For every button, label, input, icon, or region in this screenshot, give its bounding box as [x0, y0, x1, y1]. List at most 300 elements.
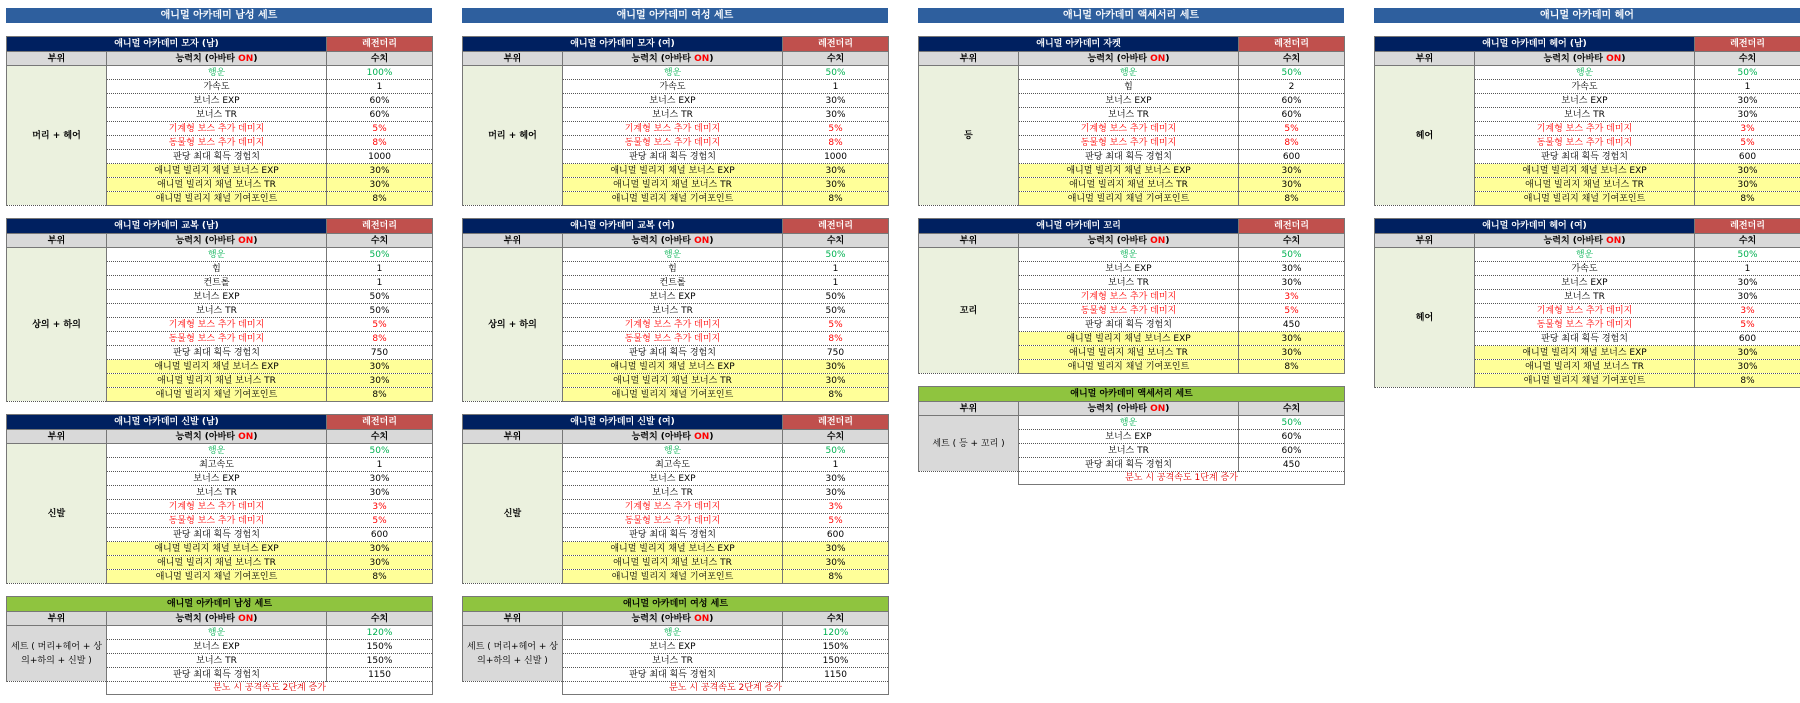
header-stat-label: 능력치 (아바타: [1087, 235, 1151, 246]
avatar-on-label: ON: [1150, 53, 1166, 64]
stat-value: 50%: [783, 444, 889, 458]
stat-name: 컨트롤: [563, 276, 783, 290]
header-stat-close: ): [253, 431, 258, 442]
header-stat-label: 능력치 (아바타: [175, 53, 239, 64]
stat-value: 30%: [783, 556, 889, 570]
header-stat: [563, 430, 783, 444]
stat-name: 판당 최대 획득 경험치: [107, 668, 327, 682]
stat-name: 기계형 보스 추가 데미지: [107, 500, 327, 514]
header-part: 부위: [919, 402, 1019, 416]
table-row: [1375, 248, 1800, 262]
header-stat: [107, 234, 327, 248]
stat-name: 보너스 TR: [107, 108, 327, 122]
stat-name: 가속도: [1475, 80, 1695, 94]
part-cell: 세트 ( 머리+헤어 + 상의+하의 + 신발 ): [7, 626, 107, 682]
part-cell: 머리 + 헤어: [463, 66, 563, 206]
header-value: 수치: [783, 430, 889, 444]
stat-value: 30%: [1695, 178, 1800, 192]
stat-value: 5%: [783, 318, 889, 332]
avatar-on-label: ON: [694, 53, 710, 64]
header-stat-close: ): [1621, 53, 1626, 64]
grade-badge: 레전더리: [327, 415, 433, 430]
header-stat-label: 능력치 (아바타: [631, 431, 695, 442]
stat-value: 450: [1239, 458, 1345, 472]
header-stat: [1475, 234, 1695, 248]
stat-name: 판당 최대 획득 경험치: [1019, 150, 1239, 164]
stat-name: 행운: [1475, 248, 1695, 262]
stat-value: 8%: [1239, 360, 1345, 374]
stat-value: 30%: [327, 360, 433, 374]
item-stat-table: [918, 36, 1345, 206]
table-title: 애니멀 아카데미 모자 (남): [7, 37, 327, 52]
stat-name: 판당 최대 획득 경험치: [1475, 150, 1695, 164]
stat-value: 50%: [1239, 248, 1345, 262]
tables-grid: [6, 36, 1800, 695]
table-title: 애니멀 아카데미 신발 (남): [7, 415, 327, 430]
header-stat: [1019, 234, 1239, 248]
stat-name: 가속도: [107, 80, 327, 94]
stat-name: 보너스 EXP: [107, 640, 327, 654]
header-part: 부위: [7, 234, 107, 248]
stat-name: 힘: [107, 262, 327, 276]
part-cell: 신발: [7, 444, 107, 584]
stat-name: 행운: [107, 66, 327, 80]
header-stat-label: 능력치 (아바타: [1087, 403, 1151, 414]
stat-name: 보너스 TR: [1475, 108, 1695, 122]
avatar-on-label: ON: [238, 53, 254, 64]
stat-name: 판당 최대 획득 경험치: [107, 528, 327, 542]
grade-badge: 레전더리: [1695, 219, 1800, 234]
part-cell: 세트 ( 머리+헤어 + 상의+하의 + 신발 ): [463, 626, 563, 682]
stat-name: 보너스 EXP: [563, 94, 783, 108]
stat-name: 기계형 보스 추가 데미지: [563, 318, 783, 332]
set-note: 분노 시 공격속도 2단계 증가: [563, 682, 889, 695]
stat-name: 애니멀 빌리지 채널 보너스 EXP: [1019, 164, 1239, 178]
stat-name: 애니멀 빌리지 채널 보너스 EXP: [107, 360, 327, 374]
stat-value: 600: [1695, 150, 1800, 164]
stat-name: 판당 최대 획득 경험치: [563, 346, 783, 360]
avatar-on-label: ON: [694, 613, 710, 624]
stat-name: 판당 최대 획득 경험치: [107, 150, 327, 164]
stat-value: 30%: [327, 374, 433, 388]
header-stat: [563, 612, 783, 626]
section-banner-male-set: 애니멀 아카데미 남성 세트: [6, 8, 432, 23]
stat-value: 30%: [783, 178, 889, 192]
avatar-on-label: ON: [694, 431, 710, 442]
stat-value: 30%: [1695, 360, 1800, 374]
set-note: 분노 시 공격속도 1단계 증가: [1019, 472, 1345, 485]
stat-name: 최고속도: [107, 458, 327, 472]
stat-name: 동물형 보스 추가 데미지: [107, 136, 327, 150]
part-cell: 머리 + 헤어: [7, 66, 107, 206]
stat-value: 8%: [327, 192, 433, 206]
avatar-on-label: ON: [238, 431, 254, 442]
header-stat: [1019, 402, 1239, 416]
stat-name: 판당 최대 획득 경험치: [563, 528, 783, 542]
stat-name: 동물형 보스 추가 데미지: [1475, 136, 1695, 150]
avatar-on-label: ON: [694, 235, 710, 246]
stat-value: 60%: [327, 94, 433, 108]
stat-value: 8%: [1695, 192, 1800, 206]
stat-name: 보너스 TR: [563, 486, 783, 500]
header-part: 부위: [463, 52, 563, 66]
header-value: 수치: [327, 234, 433, 248]
stat-value: 5%: [783, 122, 889, 136]
table-row: [7, 626, 433, 640]
stat-value: 60%: [1239, 108, 1345, 122]
stat-value: 1000: [783, 150, 889, 164]
stat-name: 기계형 보스 추가 데미지: [563, 122, 783, 136]
header-stat-close: ): [709, 431, 714, 442]
stat-value: 60%: [327, 108, 433, 122]
stat-value: 600: [1695, 332, 1800, 346]
header-value: 수치: [327, 52, 433, 66]
header-value: 수치: [1239, 234, 1345, 248]
table-row: [463, 66, 889, 80]
stat-name: 애니멀 빌리지 채널 보너스 TR: [563, 556, 783, 570]
stat-name: 애니멀 빌리지 채널 보너스 TR: [1475, 178, 1695, 192]
stat-name: 애니멀 빌리지 채널 보너스 EXP: [563, 542, 783, 556]
table-row: [7, 248, 433, 262]
stat-value: 1: [327, 458, 433, 472]
header-stat-close: ): [709, 613, 714, 624]
stat-value: 3%: [327, 500, 433, 514]
note-spacer: [7, 682, 107, 695]
stat-name: 애니멀 빌리지 채널 기여포인트: [1475, 374, 1695, 388]
stat-name: 애니멀 빌리지 채널 보너스 TR: [1019, 178, 1239, 192]
stat-value: 30%: [1695, 276, 1800, 290]
header-part: 부위: [1375, 234, 1475, 248]
stat-name: 행운: [107, 444, 327, 458]
stat-name: 애니멀 빌리지 채널 기여포인트: [107, 570, 327, 584]
table-row: [463, 248, 889, 262]
stat-name: 행운: [1019, 248, 1239, 262]
stat-name: 애니멀 빌리지 채널 보너스 EXP: [563, 360, 783, 374]
stat-value: 8%: [1695, 374, 1800, 388]
part-cell: 꼬리: [919, 248, 1019, 374]
stat-value: 30%: [783, 108, 889, 122]
column-2: [918, 36, 1344, 695]
stat-value: 1: [1695, 262, 1800, 276]
header-part: 부위: [463, 612, 563, 626]
stat-value: 3%: [1695, 122, 1800, 136]
stat-name: 보너스 EXP: [107, 472, 327, 486]
stat-value: 30%: [1239, 276, 1345, 290]
header-stat-label: 능력치 (아바타: [1087, 53, 1151, 64]
stat-value: 8%: [783, 332, 889, 346]
stat-value: 8%: [327, 136, 433, 150]
stat-name: 행운: [107, 626, 327, 640]
stat-value: 30%: [783, 374, 889, 388]
stat-name: 힘: [1019, 80, 1239, 94]
stat-name: 애니멀 빌리지 채널 기여포인트: [1475, 192, 1695, 206]
stat-name: 기계형 보스 추가 데미지: [1475, 122, 1695, 136]
stat-name: 동물형 보스 추가 데미지: [1019, 304, 1239, 318]
stat-name: 보너스 TR: [107, 304, 327, 318]
stat-name: 보너스 EXP: [563, 290, 783, 304]
grade-badge: 레전더리: [1695, 37, 1800, 52]
table-row: [463, 444, 889, 458]
stat-name: 애니멀 빌리지 채널 보너스 EXP: [107, 164, 327, 178]
stat-name: 애니멀 빌리지 채널 보너스 TR: [107, 374, 327, 388]
header-value: 수치: [327, 430, 433, 444]
stat-value: 30%: [783, 472, 889, 486]
stat-name: 애니멀 빌리지 채널 보너스 EXP: [1475, 346, 1695, 360]
header-stat-label: 능력치 (아바타: [631, 235, 695, 246]
avatar-on-label: ON: [1150, 403, 1166, 414]
stat-name: 보너스 TR: [107, 654, 327, 668]
header-stat-label: 능력치 (아바타: [175, 235, 239, 246]
stat-value: 30%: [783, 164, 889, 178]
stat-value: 150%: [327, 654, 433, 668]
stat-name: 보너스 EXP: [1475, 276, 1695, 290]
stat-name: 보너스 TR: [563, 304, 783, 318]
stat-value: 50%: [1695, 66, 1800, 80]
stat-name: 보너스 EXP: [1475, 94, 1695, 108]
table-row: [919, 248, 1345, 262]
header-part: 부위: [463, 234, 563, 248]
stat-value: 750: [327, 346, 433, 360]
stat-name: 보너스 TR: [1019, 444, 1239, 458]
stat-name: 애니멀 빌리지 채널 기여포인트: [107, 388, 327, 402]
set-bonus-table: [6, 596, 433, 695]
stat-value: 5%: [1695, 318, 1800, 332]
stat-value: 30%: [1239, 178, 1345, 192]
header-stat: [563, 234, 783, 248]
stat-value: 30%: [1239, 262, 1345, 276]
avatar-on-label: ON: [238, 613, 254, 624]
stat-value: 50%: [783, 66, 889, 80]
stat-value: 600: [1239, 150, 1345, 164]
stat-name: 보너스 TR: [1475, 290, 1695, 304]
stat-value: 1150: [783, 668, 889, 682]
stat-value: 50%: [327, 248, 433, 262]
stat-name: 애니멀 빌리지 채널 기여포인트: [563, 192, 783, 206]
stat-value: 60%: [1239, 444, 1345, 458]
stat-value: 50%: [327, 444, 433, 458]
stat-value: 30%: [327, 556, 433, 570]
stat-value: 5%: [327, 318, 433, 332]
stat-value: 750: [783, 346, 889, 360]
header-part: 부위: [1375, 52, 1475, 66]
stat-name: 최고속도: [563, 458, 783, 472]
stat-value: 50%: [327, 290, 433, 304]
stat-value: 5%: [1695, 136, 1800, 150]
stat-name: 보너스 TR: [1019, 108, 1239, 122]
stat-name: 애니멀 빌리지 채널 보너스 EXP: [1475, 164, 1695, 178]
grade-badge: 레전더리: [327, 37, 433, 52]
header-stat-close: ): [1621, 235, 1626, 246]
part-cell: 헤어: [1375, 66, 1475, 206]
item-stat-table: [1374, 36, 1800, 206]
stat-value: 3%: [783, 500, 889, 514]
avatar-on-label: ON: [1606, 53, 1622, 64]
stat-value: 1: [783, 262, 889, 276]
set-bonus-table: [462, 596, 889, 695]
header-value: 수치: [783, 52, 889, 66]
stat-value: 50%: [1239, 416, 1345, 430]
item-stat-table: [462, 414, 889, 584]
avatar-on-label: ON: [1606, 235, 1622, 246]
section-banner-hair: 애니멀 아카데미 헤어: [1374, 8, 1800, 23]
stat-name: 행운: [1019, 66, 1239, 80]
stat-name: 컨트롤: [107, 276, 327, 290]
stat-value: 50%: [783, 304, 889, 318]
stat-value: 30%: [327, 472, 433, 486]
header-part: 부위: [919, 52, 1019, 66]
stat-value: 8%: [783, 192, 889, 206]
stat-name: 판당 최대 획득 경험치: [563, 150, 783, 164]
stat-value: 30%: [783, 542, 889, 556]
note-spacer: [919, 472, 1019, 485]
stat-name: 행운: [563, 626, 783, 640]
table-row: [463, 626, 889, 640]
header-part: 부위: [919, 234, 1019, 248]
stat-name: 동물형 보스 추가 데미지: [107, 332, 327, 346]
stat-name: 행운: [1475, 66, 1695, 80]
stat-value: 1: [327, 276, 433, 290]
header-part: 부위: [7, 430, 107, 444]
table-title: 애니멀 아카데미 신발 (여): [463, 415, 783, 430]
stat-value: 100%: [327, 66, 433, 80]
avatar-on-label: ON: [238, 235, 254, 246]
header-value: 수치: [783, 234, 889, 248]
stat-name: 행운: [563, 444, 783, 458]
stat-value: 50%: [783, 248, 889, 262]
stat-value: 150%: [783, 640, 889, 654]
stat-value: 50%: [1695, 248, 1800, 262]
stat-value: 5%: [1239, 122, 1345, 136]
stat-value: 1: [327, 80, 433, 94]
stat-name: 동물형 보스 추가 데미지: [563, 514, 783, 528]
stat-value: 50%: [327, 304, 433, 318]
grade-badge: 레전더리: [783, 219, 889, 234]
item-stat-table: [6, 218, 433, 402]
column-3: [1374, 36, 1800, 695]
table-title: 애니멀 아카데미 교복 (남): [7, 219, 327, 234]
stat-value: 30%: [783, 486, 889, 500]
stat-name: 애니멀 빌리지 채널 기여포인트: [1019, 192, 1239, 206]
header-stat: [1475, 52, 1695, 66]
stat-value: 1: [327, 262, 433, 276]
table-row: [919, 66, 1345, 80]
stat-value: 3%: [1695, 304, 1800, 318]
table-title: 애니멀 아카데미 헤어 (남): [1375, 37, 1695, 52]
stat-name: 보너스 EXP: [563, 472, 783, 486]
note-spacer: [463, 682, 563, 695]
set-note: 분노 시 공격속도 2단계 증가: [107, 682, 433, 695]
stat-name: 판당 최대 획득 경험치: [1019, 318, 1239, 332]
stat-name: 애니멀 빌리지 채널 기여포인트: [563, 570, 783, 584]
stat-name: 애니멀 빌리지 채널 보너스 TR: [563, 178, 783, 192]
stat-name: 애니멀 빌리지 채널 보너스 TR: [563, 374, 783, 388]
header-stat: [107, 612, 327, 626]
stat-name: 기계형 보스 추가 데미지: [1019, 122, 1239, 136]
table-row: [1375, 66, 1800, 80]
stat-value: 30%: [1239, 164, 1345, 178]
stat-value: 8%: [783, 388, 889, 402]
stat-value: 1: [783, 80, 889, 94]
stat-value: 30%: [1695, 164, 1800, 178]
stat-value: 2: [1239, 80, 1345, 94]
stat-name: 동물형 보스 추가 데미지: [563, 136, 783, 150]
stat-value: 30%: [1695, 290, 1800, 304]
stat-value: 150%: [783, 654, 889, 668]
stat-name: 행운: [563, 248, 783, 262]
header-stat-close: ): [1165, 403, 1170, 414]
grade-badge: 레전더리: [327, 219, 433, 234]
header-value: 수치: [327, 612, 433, 626]
stat-value: 120%: [783, 626, 889, 640]
stat-name: 애니멀 빌리지 채널 보너스 TR: [107, 556, 327, 570]
stat-value: 30%: [327, 542, 433, 556]
stat-value: 8%: [327, 332, 433, 346]
header-stat: [1019, 52, 1239, 66]
stat-value: 600: [783, 528, 889, 542]
stat-name: 행운: [107, 248, 327, 262]
stat-name: 보너스 EXP: [1019, 262, 1239, 276]
header-stat-close: ): [253, 613, 258, 624]
stat-name: 기계형 보스 추가 데미지: [563, 500, 783, 514]
header-value: 수치: [1695, 52, 1800, 66]
stat-value: 30%: [1695, 108, 1800, 122]
header-stat-close: ): [1165, 235, 1170, 246]
grade-badge: 레전더리: [1239, 37, 1345, 52]
item-stat-table: [1374, 218, 1800, 388]
stat-name: 판당 최대 획득 경험치: [563, 668, 783, 682]
stat-name: 보너스 EXP: [563, 640, 783, 654]
stat-name: 힘: [563, 262, 783, 276]
column-0: [6, 36, 432, 695]
stat-value: 50%: [1239, 66, 1345, 80]
stat-value: 5%: [327, 122, 433, 136]
stat-name: 애니멀 빌리지 채널 기여포인트: [107, 192, 327, 206]
stat-name: 보너스 EXP: [1019, 430, 1239, 444]
header-stat-label: 능력치 (아바타: [631, 53, 695, 64]
stat-name: 판당 최대 획득 경험치: [1475, 332, 1695, 346]
stat-value: 30%: [1239, 332, 1345, 346]
avatar-on-label: ON: [1150, 235, 1166, 246]
stat-value: 1000: [327, 150, 433, 164]
section-banner-female-set: 애니멀 아카데미 여성 세트: [462, 8, 888, 23]
stat-value: 30%: [783, 94, 889, 108]
set-bonus-table: [918, 386, 1345, 485]
stat-value: 1: [783, 458, 889, 472]
stat-name: 애니멀 빌리지 채널 보너스 TR: [1019, 346, 1239, 360]
stat-value: 30%: [1695, 346, 1800, 360]
header-stat: [107, 52, 327, 66]
stat-name: 기계형 보스 추가 데미지: [1475, 304, 1695, 318]
stat-name: 동물형 보스 추가 데미지: [1019, 136, 1239, 150]
table-title: 애니멀 아카데미 자켓: [919, 37, 1239, 52]
stat-value: 5%: [1239, 304, 1345, 318]
stat-name: 행운: [563, 66, 783, 80]
stat-value: 8%: [327, 388, 433, 402]
stat-name: 애니멀 빌리지 채널 보너스 EXP: [1019, 332, 1239, 346]
table-title: 애니멀 아카데미 여성 세트: [463, 597, 889, 612]
stat-name: 행운: [1019, 416, 1239, 430]
stat-value: 30%: [783, 360, 889, 374]
stat-value: 8%: [783, 570, 889, 584]
stat-value: 8%: [327, 570, 433, 584]
stat-name: 애니멀 빌리지 채널 기여포인트: [1019, 360, 1239, 374]
stat-value: 8%: [783, 136, 889, 150]
header-value: 수치: [783, 612, 889, 626]
stat-name: 애니멀 빌리지 채널 보너스 EXP: [563, 164, 783, 178]
stat-name: 기계형 보스 추가 데미지: [1019, 290, 1239, 304]
stat-value: 30%: [1695, 94, 1800, 108]
part-cell: 상의 + 하의: [7, 248, 107, 402]
